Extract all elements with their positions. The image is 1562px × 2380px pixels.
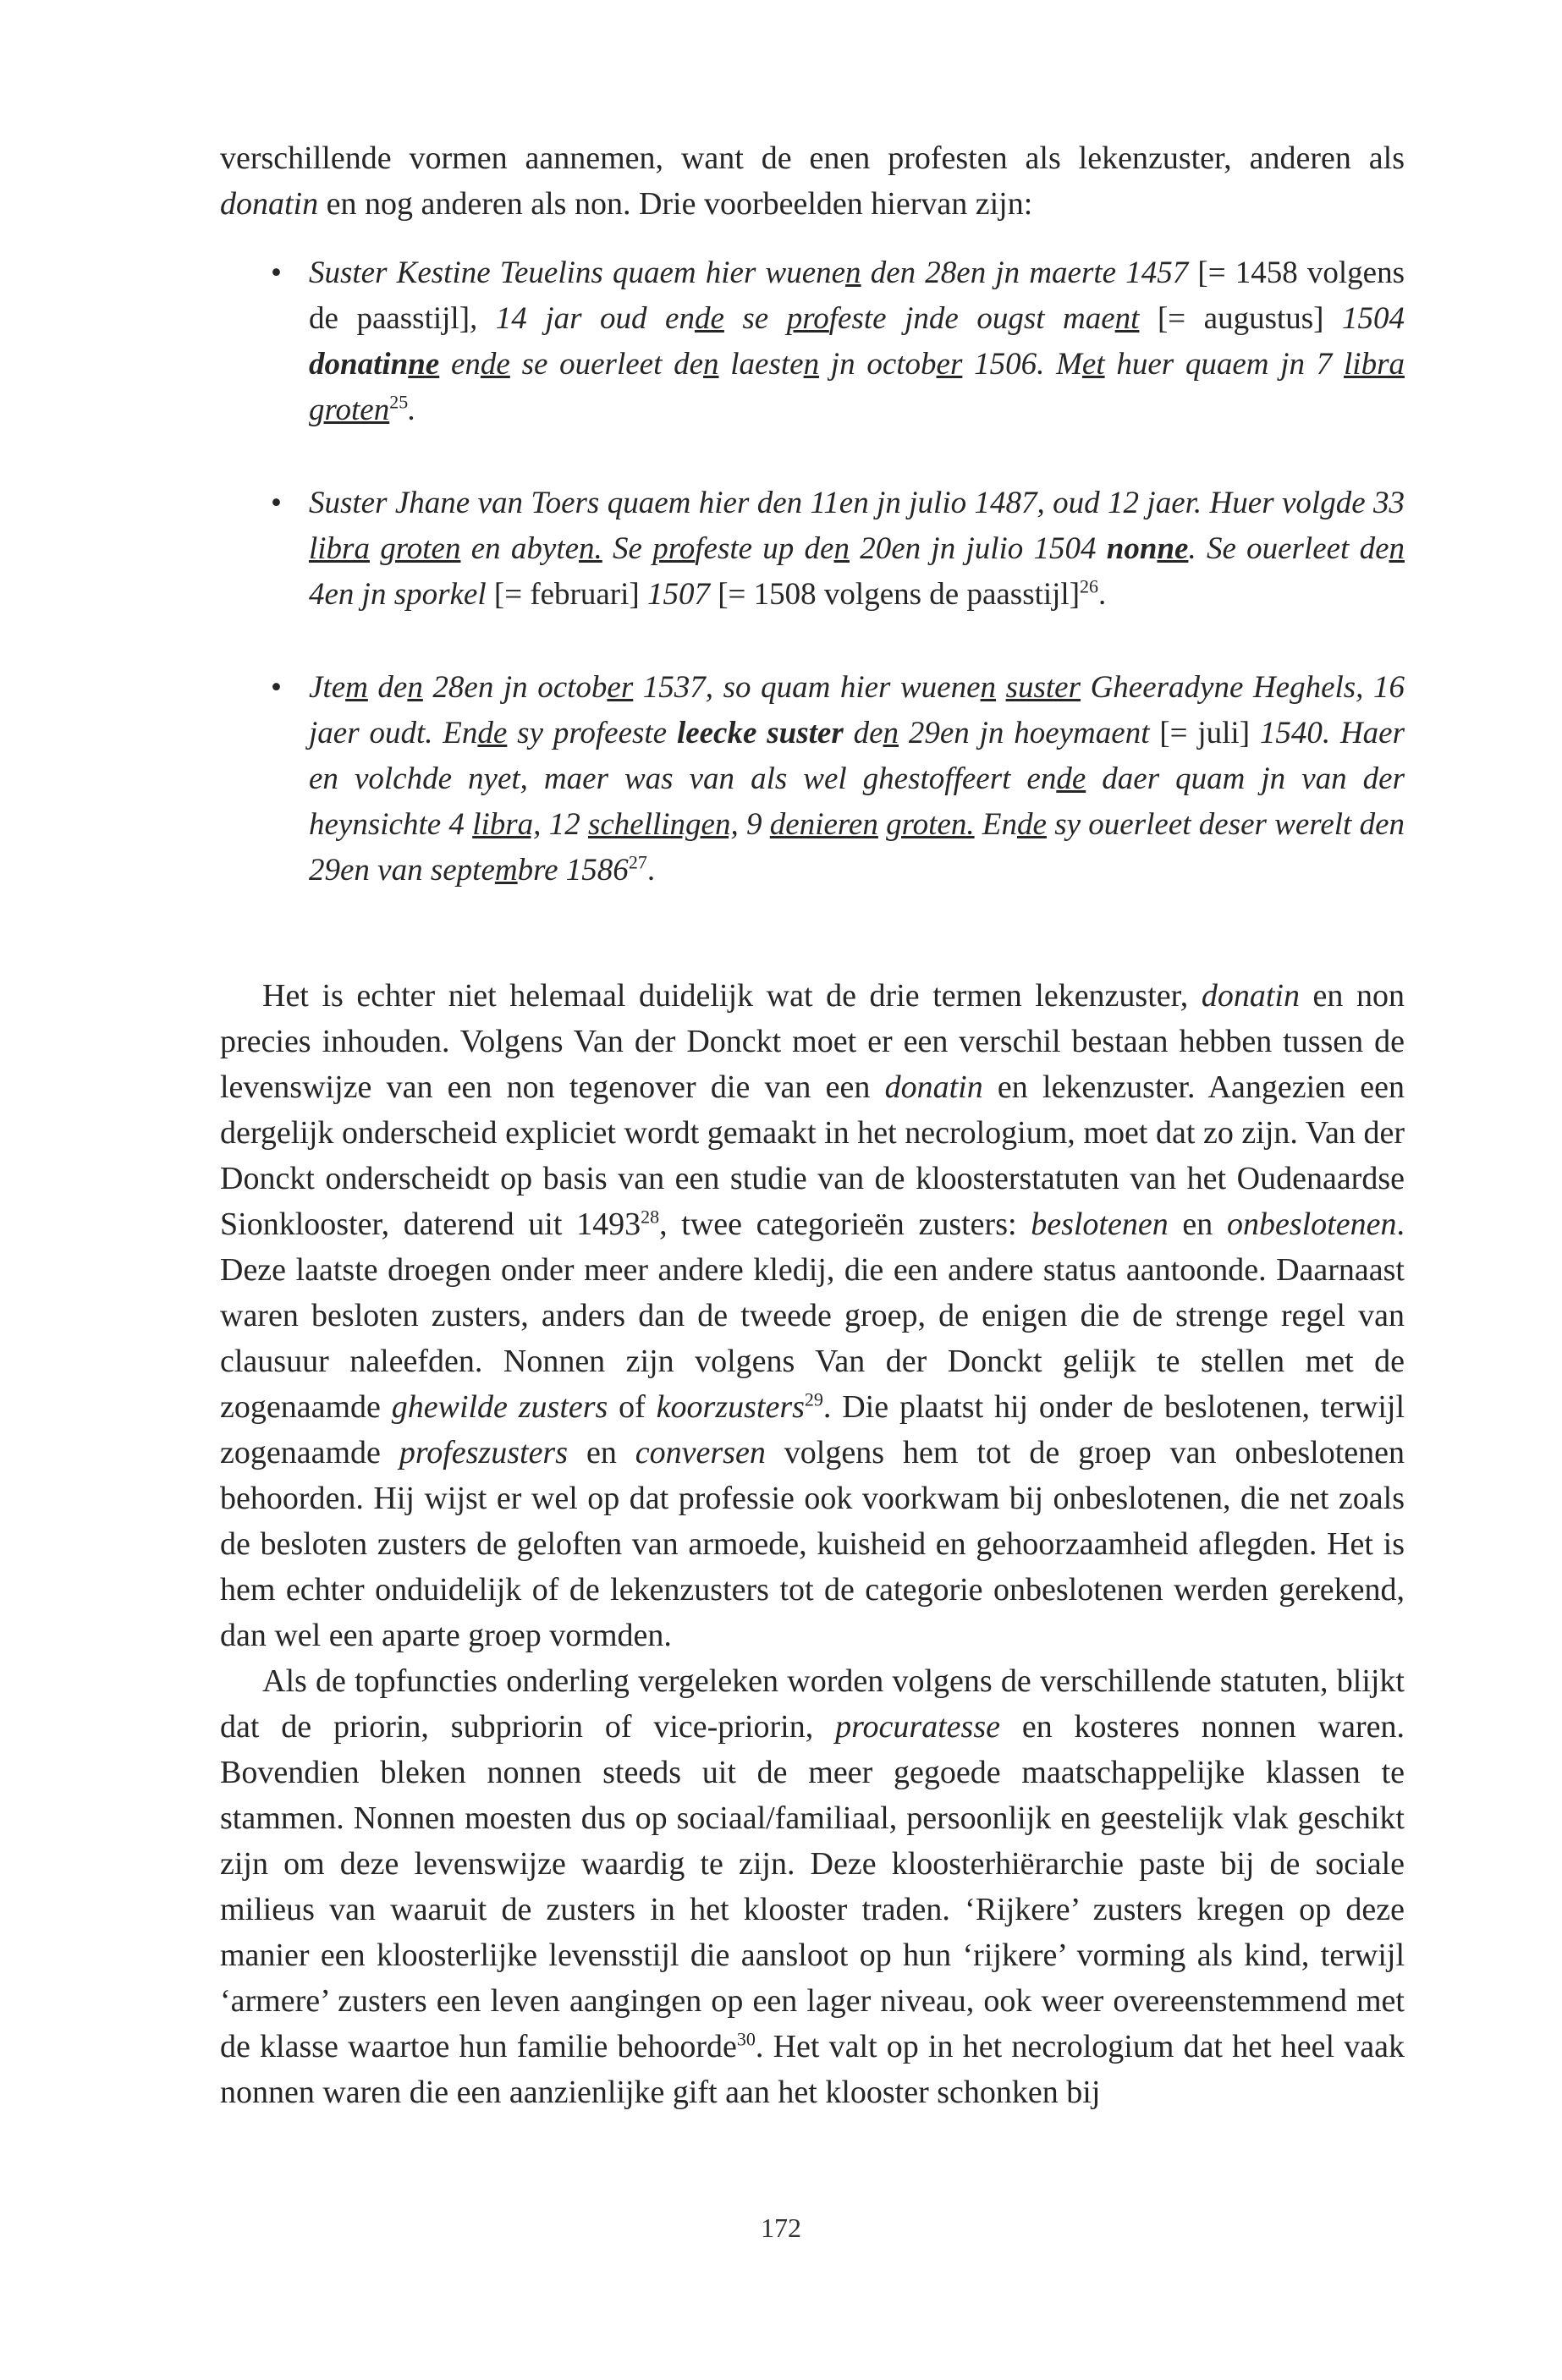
quote-underline: n [703, 347, 719, 382]
quote-text: se ouerleet de [509, 347, 704, 382]
quote-text: Gheeradyne Heghels, 16 jaer oudt. En [309, 670, 1405, 750]
quote-underline: suster [1005, 670, 1081, 705]
quote-text: 1504 [1323, 301, 1405, 336]
footnote-ref: 30 [736, 2028, 756, 2050]
quote-underline: groten. [886, 807, 975, 842]
quote-underline: pro [786, 301, 829, 336]
quote-underline: n [845, 256, 861, 290]
quote-text: 1507 [639, 577, 718, 612]
quote-underline: groten [380, 531, 461, 566]
paragraph-italic: koorzusters [656, 1389, 805, 1425]
main-text [220, 973, 1405, 2115]
quote-text: 28en jn octob [422, 670, 608, 705]
footnote-ref: 25 [389, 391, 409, 413]
quote-underline: n [833, 531, 850, 566]
quote-text: . [646, 853, 656, 888]
paragraph-italic: donatin [1201, 978, 1300, 1014]
paragraph-text: of [608, 1389, 657, 1425]
quote-text: en abyte [460, 531, 580, 566]
quote-text: 12 [541, 807, 588, 842]
paragraph-italic: profeszusters [399, 1435, 569, 1470]
quote-text [878, 807, 886, 842]
quote-text: se [723, 301, 787, 336]
quote-text: de [367, 670, 408, 705]
paragraph-italic: beslotenen [1031, 1206, 1169, 1242]
quote-text: Suster Kestine Teuelins quaem hier wuene [309, 256, 846, 290]
quote-text: sy profeeste [507, 716, 677, 750]
paragraph-text: en [1168, 1206, 1227, 1242]
quote-underline: schellingen, [587, 807, 739, 842]
quote-text: sy ouerleet deser werelt den 29en van septe [309, 807, 1405, 888]
footnote-ref: 26 [1080, 575, 1099, 597]
quote-bold: leecke suster [676, 716, 844, 750]
quote-text: Se [602, 531, 653, 566]
quote-underline: de [694, 301, 724, 336]
quote-text: , 14 jar oud en [470, 301, 695, 336]
paragraph-text: en kosteres nonnen waren. Bovendien bleken nonnen steeds uit de meer gegoede maatschappelijke klassen te stammen. Nonnen moesten dus op sociaal/familiaal, persoonlijk en geestelijk vlak geschikt zijn om deze levenswijze waardig te zijn. Deze kloosterhiërarchie paste bij de sociale milieus van waaruit de zusters in het klooster traden. ‘Rijkere’ zusters kregen op deze manier een kloosterlijke levensstijl die aansloot op hun ‘rijkere’ vorming als kind, terwijl ‘armere’ zusters een leven aangingen op een lager niveau, ook weer overeenstemmend met de klasse waartoe hun familie behoorde [220, 1709, 1405, 2064]
quote-underline: libra, [472, 807, 542, 842]
quote-underline: n [980, 670, 997, 705]
quote-text: feste jnde ougst mae [828, 301, 1115, 336]
paragraph-text: , twee categorieën zusters: [659, 1206, 1031, 1242]
paragraph-italic: conversen [635, 1435, 766, 1470]
quote-text: de [843, 716, 883, 750]
quote-text: 20en jn julio 1504 [849, 531, 1107, 566]
quote-bold-underline: ne [408, 347, 440, 382]
quote-text: daer quam jn van der heynsichte 4 [309, 761, 1405, 842]
quote-underline: er [936, 347, 963, 382]
quote-text [370, 531, 380, 566]
quote-text: den 28en jn maerte 1457 [861, 256, 1198, 290]
quote-underline: er [607, 670, 634, 705]
quote-underline: n [883, 716, 899, 750]
paragraph-text: en [568, 1435, 635, 1470]
quote-underline: m [494, 853, 518, 888]
quote-underline: nt [1114, 301, 1140, 336]
quote-text: 1540. Haer en volchde nyet, maer was van als wel ghestoffeert en [309, 716, 1405, 796]
quote-text: 29en jn hoeymaent [899, 716, 1160, 750]
paragraph-2 [220, 1658, 1405, 2115]
quote-underline: libra [309, 531, 370, 566]
quote-underline: groten [309, 393, 390, 427]
quote-text: feste up de [695, 531, 834, 566]
paragraph-text: en lekenzuster. Aangezien een dergelijk onderscheid expliciet wordt gemaakt in het necrologium, moet dat zo zijn. Van der Donckt onderscheidt op basis van een studie van de kloosterstatuten van het Oudenaardse Sionklooster, daterend uit 1493 [220, 1069, 1405, 1242]
quote-text: laeste [718, 347, 804, 382]
quote-text: bre 1586 [517, 853, 629, 888]
footnote-ref: 29 [804, 1388, 823, 1410]
paragraph-italic: donatin [884, 1069, 983, 1105]
intro-italic-donatin: donatin [220, 186, 319, 222]
paragraph-text: . Deze laatste droegen onder meer andere kledij, die een andere status aantoonde. Daarnaast waren besloten zusters, anders dan de tweede groep, de enigen die de strenge regel van clausuur naleefden. Nonnen zijn volgens Van der Donckt gelijk te stellen met de zogenaamde [220, 1206, 1405, 1425]
footnote-ref: 28 [641, 1206, 660, 1228]
quote-underline: de [477, 716, 508, 750]
quote-underline: et [1081, 347, 1105, 382]
quote-editorial: [= 1458 volgens de paasstijl] [309, 256, 1405, 336]
quote-list [271, 250, 1405, 941]
page-number: 172 [761, 2212, 801, 2243]
paragraph-italic: ghewilde zusters [391, 1389, 608, 1425]
paragraph-1 [220, 973, 1405, 1658]
intro-text-part: en nog anderen als non. Drie voorbeelden hiervan zijn: [318, 186, 1033, 222]
paragraph-italic: procuratesse [835, 1709, 1000, 1745]
paragraph-text: . Het valt op in het necrologium dat het heel vaak nonnen waren die een aanzienlijke gift aan het klooster schonken bij [220, 2029, 1405, 2110]
quote-underline: de [480, 347, 510, 382]
quote-text: 1506. M [962, 347, 1082, 382]
quote-underline: m [345, 670, 368, 705]
quote-text: en [439, 347, 481, 382]
quote-text: huer quaem jn 7 [1104, 347, 1345, 382]
quote-text: 1537, so quam hier wuene [633, 670, 981, 705]
footnote-ref: 27 [628, 851, 647, 873]
quote-text: Jte [309, 670, 346, 705]
quote-underline: n [407, 670, 423, 705]
quote-underline: de [1056, 761, 1086, 796]
paragraph-text: en non precies inhouden. Volgens Van der Donckt moet er een verschil bestaan hebben tussen de levenswijze van een non tegenover die van een [220, 978, 1405, 1105]
paragraph-italic: onbeslotenen [1226, 1206, 1397, 1242]
quote-item-2 [271, 481, 1405, 618]
quote-underline: libra [1344, 347, 1405, 382]
quote-underline: denieren [769, 807, 878, 842]
quote-text: 9 [738, 807, 770, 842]
quote-underline: de [1017, 807, 1047, 842]
quote-text: jn octob [819, 347, 937, 382]
quote-underline: n. [579, 531, 602, 566]
quote-editorial: [= augustus] [1157, 301, 1324, 336]
intro-paragraph [220, 135, 1405, 227]
quote-item-1 [271, 250, 1405, 433]
quote-editorial: [= juli] [1159, 716, 1251, 750]
paragraph-text: volgens hem tot de groep van onbeslotenen behoorden. Hij wijst er wel op dat professie ook voorkwam bij onbeslotenen, die net zoals de besloten zusters de geloften van armoede, kuisheid en gehoorzaamheid aflegden. Het is hem echter onduidelijk of de lekenzusters tot de categorie onbeslotenen werden gerekend, dan wel een aparte groep vormden. [220, 1435, 1405, 1653]
quote-item-3 [271, 665, 1405, 893]
quote-text [996, 670, 1006, 705]
quote-editorial: [= februari] [493, 577, 640, 612]
bullet-icon: • [271, 256, 282, 290]
quote-text: En [974, 807, 1017, 842]
quote-bold-underline: ne [1157, 531, 1189, 566]
intro-text-part: verschillende vormen aannemen, want de enen profesten als lekenzuster, anderen als [220, 140, 1405, 176]
quote-text: . Se ouerleet de [1188, 531, 1389, 566]
intro-text [220, 135, 1405, 227]
quote-text: . [1098, 577, 1107, 612]
quote-underline: n [1389, 531, 1405, 566]
quote-bold: non [1106, 531, 1158, 566]
quote-editorial: [= 1508 volgens de paasstijl] [718, 577, 1081, 612]
paragraph-text: Als de topfuncties onderling vergeleken worden volgens de verschillende statuten, blijkt dat de priorin, subpriorin of vice-priorin, [220, 1663, 1405, 1745]
quote-text [1139, 301, 1158, 336]
paragraph-text: Het is echter niet helemaal duidelijk wat de drie termen lekenzuster, [262, 978, 1202, 1014]
quote-text: . [408, 393, 416, 427]
quote-text: 4en jn sporkel [309, 577, 494, 612]
quote-underline: pro [652, 531, 696, 566]
quote-bold: donatin [309, 347, 409, 382]
paragraph-text: . Die plaatst hij onder de beslotenen, terwijl zogenaamde [220, 1389, 1405, 1470]
quote-underline: n [803, 347, 820, 382]
bullet-icon: • [271, 670, 282, 705]
quote-text: Suster Jhane van Toers quaem hier den 11en jn julio 1487, oud 12 jaer. Huer volgde 33 [309, 486, 1405, 520]
bullet-icon: • [271, 486, 282, 520]
